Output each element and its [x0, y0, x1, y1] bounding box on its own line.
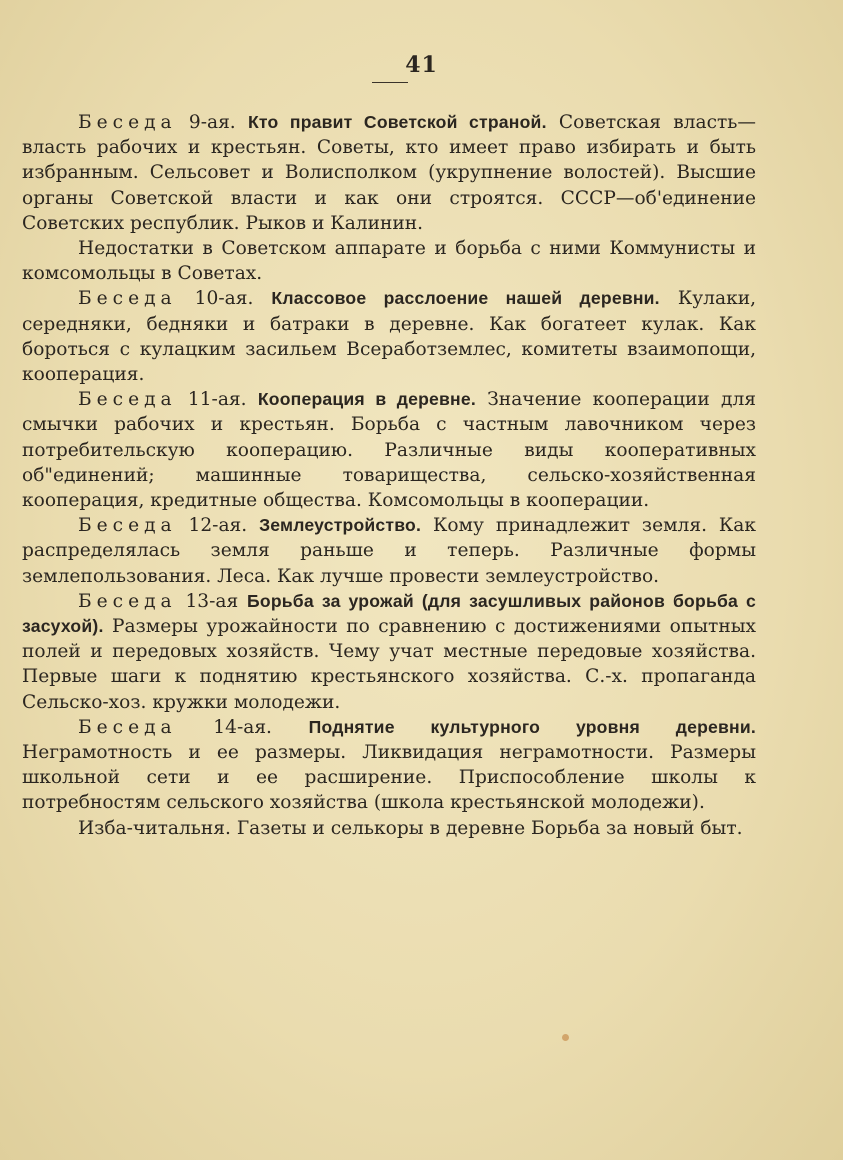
beseda-label: Беседа	[78, 515, 177, 537]
paper-stain	[562, 1034, 569, 1041]
page-text	[22, 110, 756, 841]
beseda-number: 10-ая.	[176, 288, 272, 310]
beseda-label: Беседа	[78, 590, 177, 612]
beseda-number: 11-ая.	[176, 389, 258, 411]
paragraph-beseda-9	[22, 110, 756, 236]
paragraph-reading-room	[22, 816, 756, 841]
paragraph-beseda-14	[22, 715, 756, 816]
paragraph-shortcomings	[22, 236, 756, 286]
paragraph-body: Изба-читальня. Газеты и селькоры в деревне Борьба за новый быт.	[78, 817, 743, 839]
page-number-underline	[372, 82, 408, 83]
paragraph-beseda-11	[22, 387, 756, 513]
beseda-label: Беседа	[78, 389, 177, 411]
beseda-number: 12-ая.	[176, 515, 260, 537]
beseda-label: Беседа	[78, 288, 177, 310]
beseda-label: Беседа	[78, 112, 177, 133]
beseda-number: 9-ая.	[176, 112, 248, 133]
beseda-heading: Поднятие культурного уровня деревни.	[308, 716, 756, 737]
beseda-label: Беседа	[78, 716, 177, 738]
beseda-body: Кому принадлежит земля. Как распределялась земля раньше и теперь. Различные формы землепользования. Леса. Как лучше провести землеустройство.	[22, 515, 756, 587]
paragraph-beseda-13	[22, 589, 756, 715]
beseda-heading: Борьба за урожай (для засушливых районов борьба с засухой).	[22, 590, 756, 637]
beseda-body: Неграмотность и ее размеры. Ликвидация неграмотности. Размеры школьной сети и ее расширение. Приспособление школы к потребностям сельского хозяйства (школа крестьянской молодежи).	[22, 742, 756, 814]
beseda-number: 14-ая.	[176, 716, 309, 738]
paragraph-beseda-10	[22, 286, 756, 387]
beseda-heading: Кто правит Советской страной.	[247, 112, 547, 132]
page-number: 41	[405, 52, 438, 78]
beseda-body: Размеры урожайности по сравнению с достижениями опытных полей и передовых хозяйств. Чему учат местные передовые хозяйства. Первые шаги к поднятию крестьянского хозяйства. С.-х. пропаганда Сельско-хоз. кружки молодежи.	[22, 616, 756, 713]
beseda-body: Кулаки, середняки, бедняки и батраки в деревне. Как богатеет кулак. Как бороться с кулацким засильем Всеработземлес, комитеты взаимопощи, кооперация.	[22, 288, 756, 386]
beseda-heading: Кооперация в деревне.	[257, 389, 476, 410]
beseda-body: Значение кооперации для смычки рабочих и крестьян. Борьба с частным лавочником через потребительскую кооперацию. Различные виды кооперативных об"единений; машинные товарищества, сельско-хозяйственная кооперация, кредитные общества. Комсомольцы в кооперации.	[22, 389, 757, 512]
paragraph-body: Недостатки в Советском аппарате и борьба с ними Коммунисты и комсомольцы в Советах.	[22, 238, 756, 285]
beseda-heading: Землеустройство.	[259, 515, 422, 536]
paragraph-beseda-12	[22, 513, 756, 589]
beseda-number: 13-ая	[176, 590, 248, 612]
beseda-body: Советская власть—власть рабочих и крестьян. Советы, кто имеет право избирать и быть избранным. Сельсовет и Волисполком (укрупнение волостей). Высшие органы Советской власти и как они строятся. СССР—об'единение Советских республик. Рыков и Калинин.	[22, 112, 756, 234]
beseda-heading: Классовое расслоение нашей деревни.	[271, 288, 660, 309]
